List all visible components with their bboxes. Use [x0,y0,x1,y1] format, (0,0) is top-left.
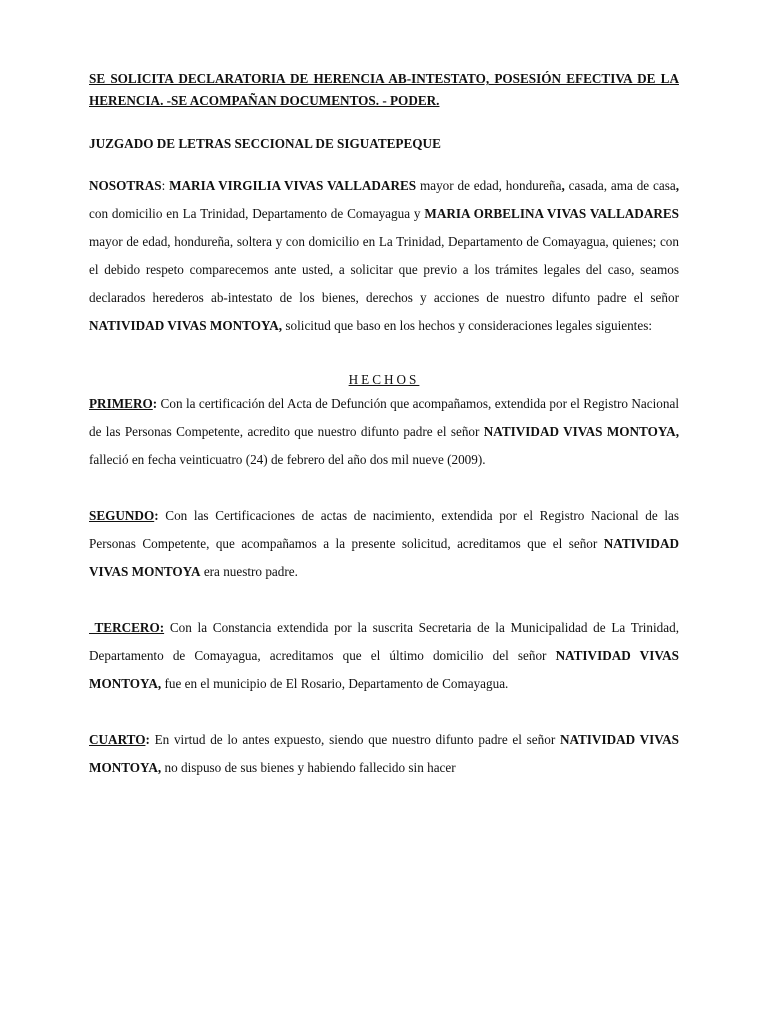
court-name: JUZGADO DE LETRAS SECCIONAL DE SIGUATEPEQUE [89,136,441,151]
fact-tercero: TERCERO: Con la Constancia extendida por la suscrita Secretaria de la Municipalidad de La Trinidad, Departamento de Comayagua, acreditamos que el último domicilio del señor NATIVIDAD VIVAS MONTOYA, fue en el municipio de El Rosario, Departamento de Comayagua. [89,620,680,691]
fact-cuarto: CUARTO: En virtud de lo antes expuesto, siendo que nuestro difunto padre el señor NATIVIDAD VIVAS MONTOYA, no dispuso de sus bienes y habiendo fallecido sin hacer [89,732,679,775]
petitioner-name-1: MARIA VIRGILIA VIVAS VALLADARES [169,178,417,193]
fact-label: TERCERO: [89,620,165,635]
intro-label: NOSOTRAS [89,178,162,193]
intro-paragraph: NOSOTRAS: MARIA VIRGILIA VIVAS VALLADARES mayor de edad, hondureña, casada, ama de casa, con domicilio en La Trinidad, Departamento de Comayagua y MARIA ORBELINA VIVAS VALLADARES mayor de edad, hondureña, soltera y con domicilio en La Trinidad, Departamento de Comayagua, quienes; con el debido respeto comparecemos ante usted, a solicitar que previo a los trámites legales del caso, seamos declarados herederos ab-intestato de los bienes, derechos y acciones de nuestro difunto padre el señor NATIVIDAD VIVAS MONTOYA, solicitud que baso en los hechos y consideraciones legales siguientes: [89,178,680,333]
fact-label: CUARTO [89,732,146,747]
deceased-name: NATIVIDAD VIVAS MONTOYA [89,536,679,579]
deceased-name: NATIVIDAD VIVAS MONTOYA, [89,732,679,775]
document-page [89,68,679,782]
document-title: SE SOLICITA DECLARATORIA DE HERENCIA AB-INTESTATO, POSESIÓN EFECTIVA DE LA HERENCIA. -SE ACOMPAÑAN DOCUMENTOS. - PODER. [89,71,679,108]
deceased-name: NATIVIDAD VIVAS MONTOYA, [89,318,283,333]
petitioner-name-2: MARIA ORBELINA VIVAS VALLADARES [424,206,680,221]
section-heading: HECHOS [348,372,420,387]
fact-label: PRIMERO [89,396,153,411]
fact-label: SEGUNDO [89,508,155,523]
deceased-name: NATIVIDAD VIVAS MONTOYA, [89,648,680,691]
fact-primero: PRIMERO: Con la certificación del Acta de Defunción que acompañamos, extendida por el Registro Nacional de las Personas Competente, acredito que nuestro difunto padre el señor NATIVIDAD VIVAS MONTOYA, falleció en fecha veinticuatro (24) de febrero del año dos mil nueve (2009). [89,396,679,467]
fact-segundo: SEGUNDO: Con las Certificaciones de actas de nacimiento, extendida por el Registro Nacional de las Personas Competente, que acompañamos a la presente solicitud, acreditamos que el señor NATIVIDAD VIVAS MONTOYA era nuestro padre. [89,508,679,579]
deceased-name: NATIVIDAD VIVAS MONTOYA, [483,424,679,439]
